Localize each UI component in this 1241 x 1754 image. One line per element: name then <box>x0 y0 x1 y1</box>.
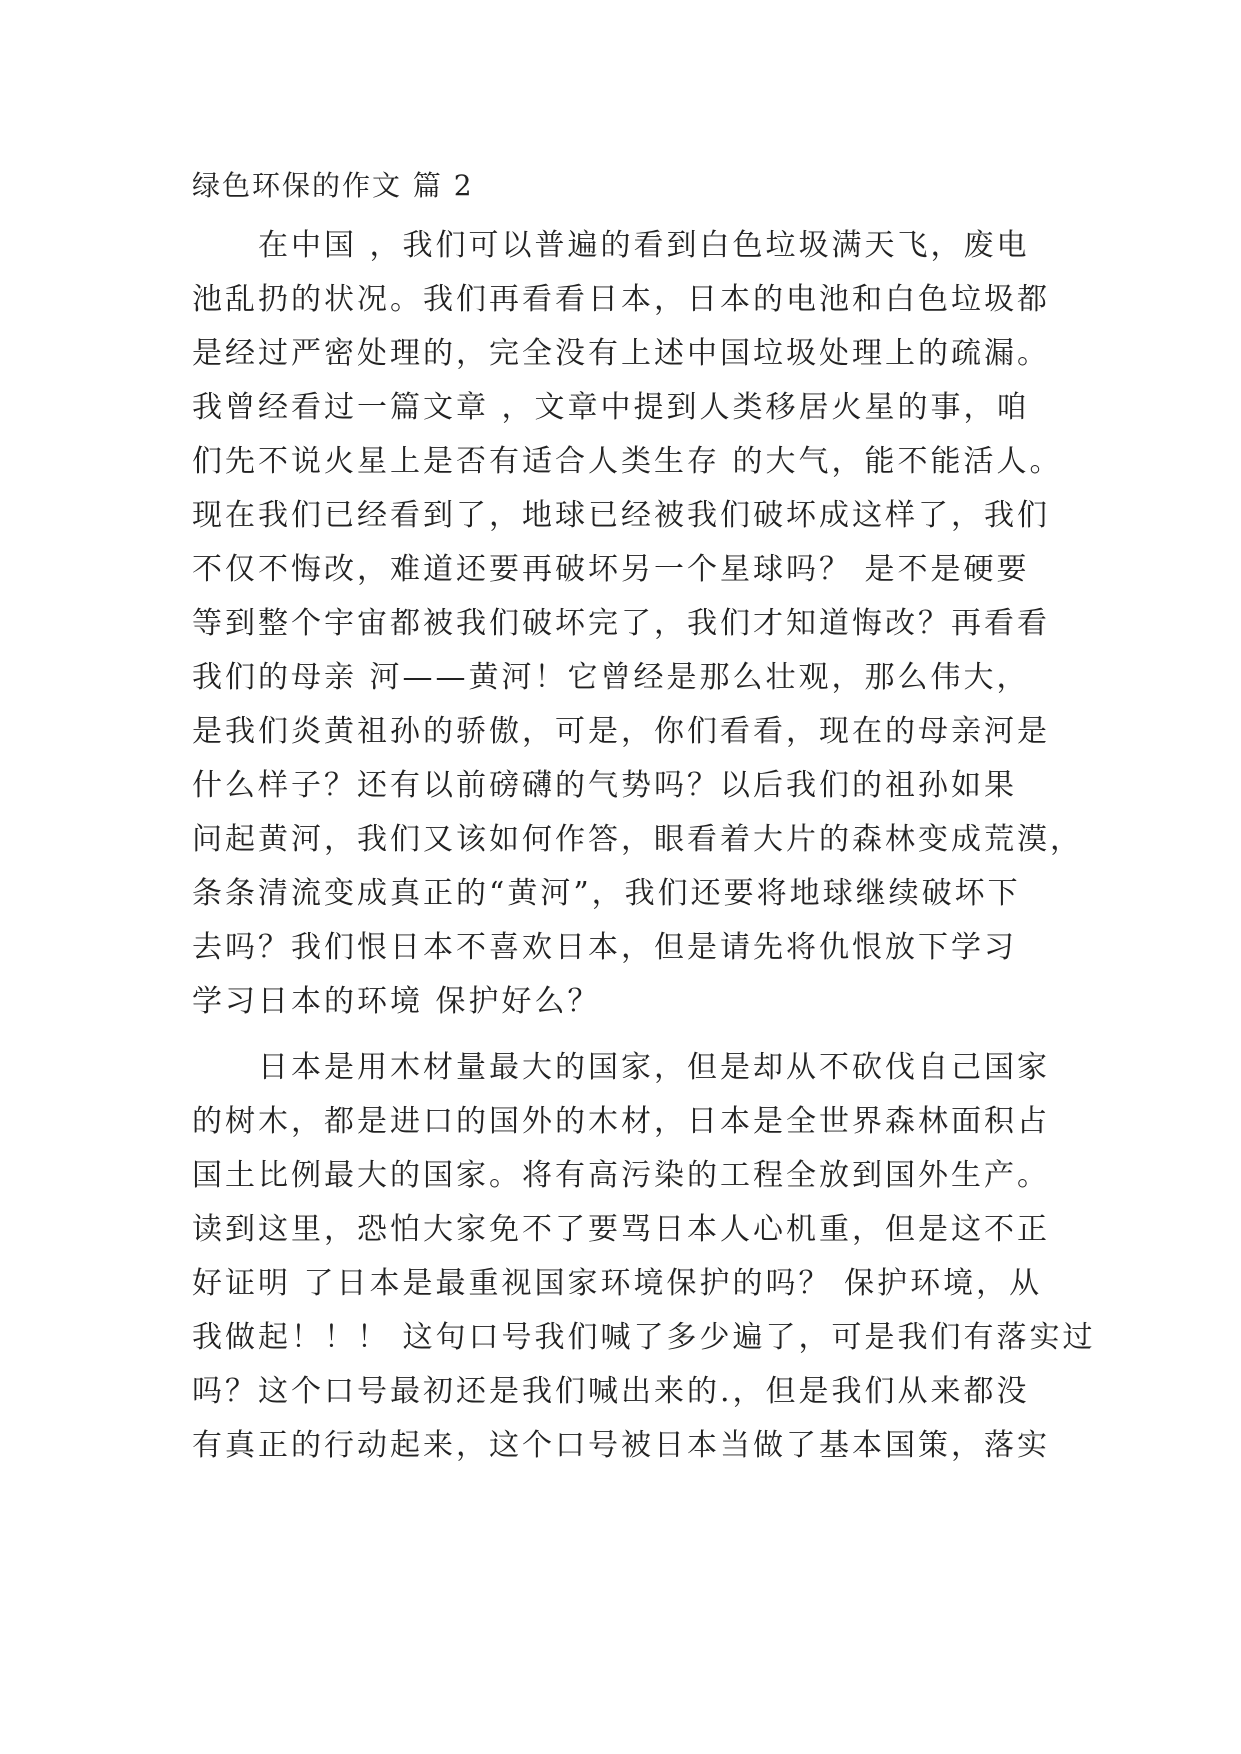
text-line: 等到整个宇宙都被我们破坏完了，我们才知道悔改？再看看 <box>192 606 1050 641</box>
text-line: 去吗？我们恨日本不喜欢日本，但是请先将仇恨放下学习 <box>192 930 1017 965</box>
text-line: 学习日本的环境 保护好么？ <box>192 984 601 1019</box>
text-line: 是经过严密处理的，完全没有上述中国垃圾处理上的疏漏。 <box>192 336 1050 371</box>
text-line: 我们的母亲 河——黄河！它曾经是那么壮观，那么伟大， <box>192 660 1030 695</box>
document-title: 绿色环保的作文 篇 2 <box>192 169 474 202</box>
text-line: 不仅不悔改，难道还要再破坏另一个星球吗？ 是不是硬要 <box>192 552 1030 587</box>
text-line: 池乱扔的状况。我们再看看日本，日本的电池和白色垃圾都 <box>192 282 1050 317</box>
text-line: 我曾经看过一篇文章 ，文章中提到人类移居火星的事，咱 <box>192 390 1030 425</box>
text-line: 现在我们已经看到了，地球已经被我们破坏成这样了，我们 <box>192 498 1050 533</box>
text-line: 国土比例最大的国家。将有高污染的工程全放到国外生产。 <box>192 1158 1050 1193</box>
text-line: 在中国 ，我们可以普遍的看到白色垃圾满天飞，废电 <box>258 228 1030 263</box>
text-line: 是我们炎黄祖孙的骄傲，可是，你们看看，现在的母亲河是 <box>192 714 1050 749</box>
text-line: 日本是用木材量最大的国家，但是却从不砍伐自己国家 <box>258 1050 1050 1085</box>
text-line: 们先不说火星上是否有适合人类生存 的大气，能不能活人。 <box>192 444 1063 479</box>
text-line: 好证明 了日本是最重视国家环境保护的吗？ 保护环境，从 <box>192 1266 1043 1301</box>
text-line: 问起黄河，我们又该如何作答，眼看着大片的森林变成荒漠， <box>192 822 1083 857</box>
text-line: 我做起！！！ 这句口号我们喊了多少遍了，可是我们有落实过 <box>192 1320 1096 1355</box>
text-line: 什么样子？还有以前磅礴的气势吗？以后我们的祖孙如果 <box>192 768 1017 803</box>
text-line: 的树木，都是进口的国外的木材，日本是全世界森林面积占 <box>192 1104 1050 1139</box>
text-line: 有真正的行动起来，这个口号被日本当做了基本国策，落实 <box>192 1428 1050 1463</box>
text-line: 条条清流变成真正的“黄河”，我们还要将地球继续破坏下 <box>192 876 1021 911</box>
text-line: 读到这里，恐怕大家免不了要骂日本人心机重，但是这不正 <box>192 1212 1050 1247</box>
text-line: 吗？这个口号最初还是我们喊出来的.，但是我们从来都没 <box>192 1374 1030 1409</box>
